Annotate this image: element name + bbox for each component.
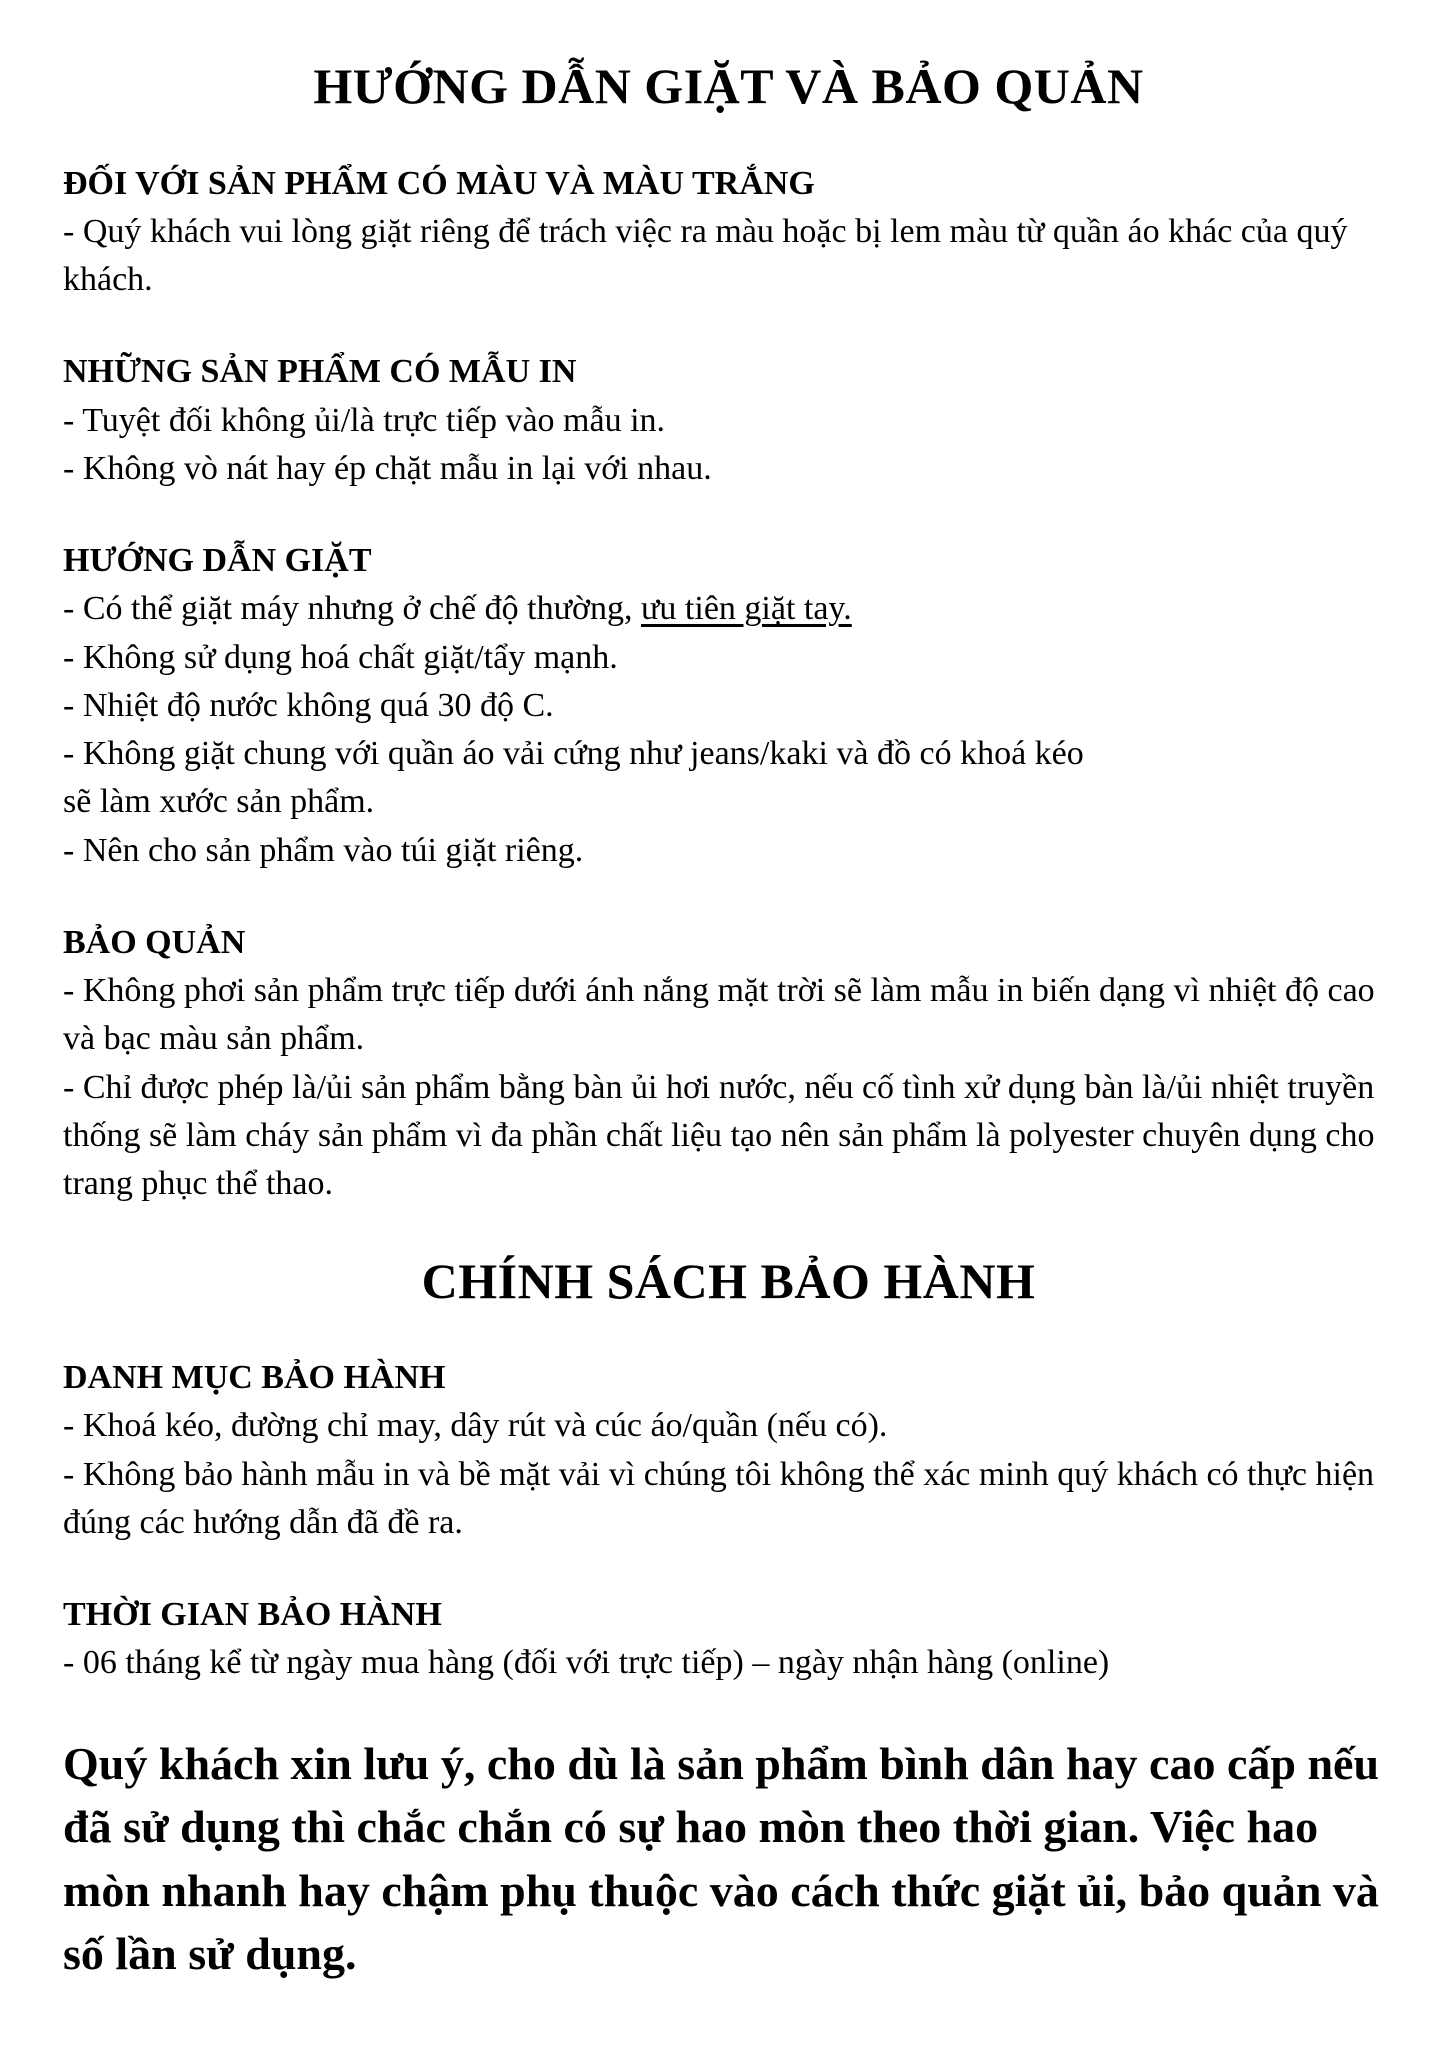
warranty-title: CHÍNH SÁCH BẢO HÀNH [421, 1252, 1036, 1309]
section-heading-warranty-period: THỜI GIAN BẢO HÀNH [63, 1596, 442, 1634]
warranty-items-line-2: - Không bảo hành mẫu in và bề mặt vải vì chúng tôi không thể xác minh quý khách có thực hiện đúng các hướng dẫn đã đề ra. [63, 1455, 1375, 1541]
section-washing-instructions [63, 537, 1394, 875]
section-storage [63, 919, 1394, 1209]
colored-products-line: - Quý khách vui lòng giặt riêng để trách việc ra màu hoặc bị lem màu từ quần áo khác của quý khách. [63, 212, 1348, 299]
warranty-items-line-1: - Khoá kéo, đường chỉ may, dây rút và cúc áo/quần (nếu có). [63, 1407, 888, 1445]
section-warranty-items [63, 1354, 1394, 1547]
washing-line-3: - Nhiệt độ nước không quá 30 độ C. [63, 686, 554, 724]
washing-line-4: - Không giặt chung với quần áo vải cứng như jeans/kaki và đồ có khoá kéo [63, 735, 1084, 773]
washing-line-1-underlined: ưu tiên giặt tay. [641, 590, 852, 628]
section-heading-warranty-items: DANH MỤC BẢO HÀNH [63, 1359, 446, 1397]
care-title: HƯỚNG DẪN GIẶT VÀ BẢO QUẢN [313, 58, 1144, 114]
washing-line-6: - Nên cho sản phẩm vào túi giặt riêng. [63, 831, 584, 869]
section-heading-colored-products: ĐỐI VỚI SẢN PHẨM CÓ MÀU VÀ MÀU TRẮNG [63, 164, 815, 202]
section-colored-products [63, 160, 1394, 305]
washing-line-1-prefix: - Có thể giặt máy nhưng ở chế độ thường, [63, 590, 641, 628]
section-heading-washing-instructions: HƯỚNG DẪN GIẶT [63, 542, 372, 580]
section-printed-products [63, 348, 1394, 493]
warranty-period-line-1: - 06 tháng kể từ ngày mua hàng (đối với trực tiếp) – ngày nhận hàng (online) [63, 1644, 1110, 1682]
washing-line-1 [63, 585, 1394, 633]
washing-line-5: sẽ làm xước sản phẩm. [63, 783, 375, 821]
printed-products-line-2: - Không vò nát hay ép chặt mẫu in lại với nhau. [63, 449, 712, 487]
section-warranty-period [63, 1591, 1394, 1688]
washing-line-2: - Không sử dụng hoá chất giặt/tẩy mạnh. [63, 638, 618, 676]
storage-line-2: - Chỉ được phép là/ủi sản phẩm bằng bàn ủi hơi nước, nếu cố tình xử dụng bàn là/ủi nhiệt truyền thống sẽ làm cháy sản phẩm vì đa phần chất liệu tạo nên sản phẩm là polyester chuyên dụng cho trang phục thể thao. [63, 1068, 1375, 1203]
section-heading-storage: BẢO QUẢN [63, 923, 246, 961]
section-heading-printed-products: NHỮNG SẢN PHẨM CÓ MẪU IN [63, 353, 577, 391]
storage-line-1: - Không phơi sản phẩm trực tiếp dưới ánh nắng mặt trời sẽ làm mẫu in biến dạng vì nhiệt độ cao và bạc màu sản phẩm. [63, 972, 1375, 1058]
closing-note: Quý khách xin lưu ý, cho dù là sản phẩm bình dân hay cao cấp nếu đã sử dụng thì chắc chắn có sự hao mòn theo thời gian. Việc hao mòn nhanh hay chậm phụ thuộc vào cách thức giặt ủi, bảo quản và số lần sử dụng. [63, 1737, 1380, 1980]
printed-products-line-1: - Tuyệt đối không ủi/là trực tiếp vào mẫu in. [63, 401, 666, 439]
